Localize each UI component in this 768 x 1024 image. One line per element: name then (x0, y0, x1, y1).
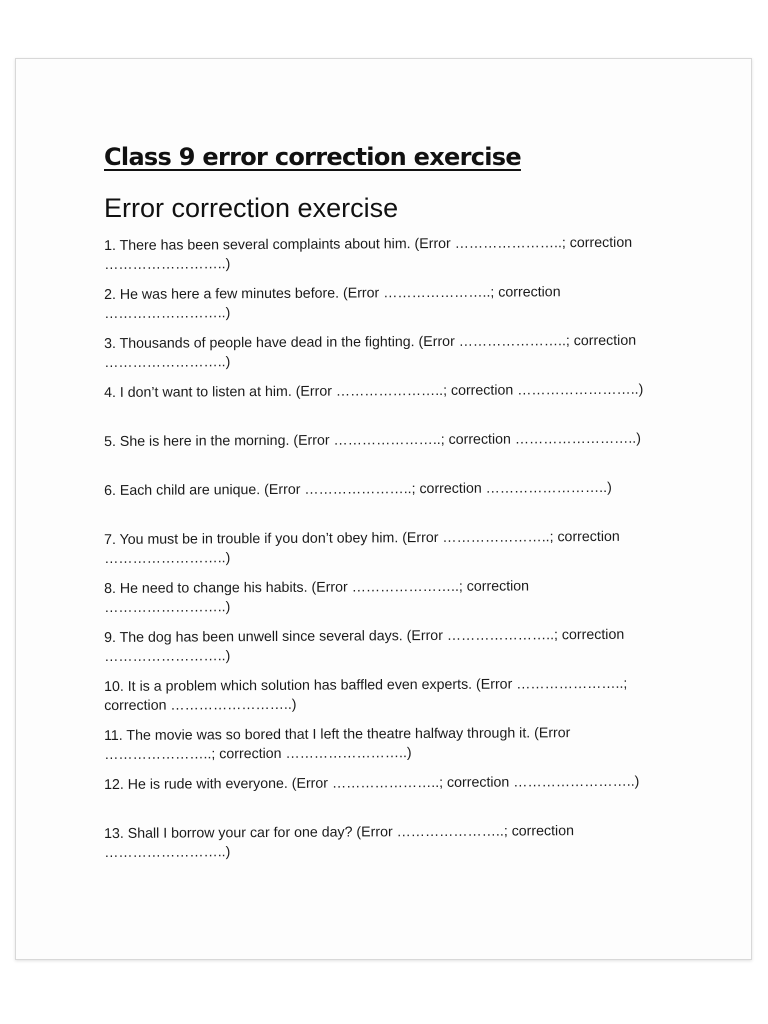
exercise-item-8: 8. He need to change his habits. (Error …………………..; correction ……………………..) (104, 578, 530, 616)
document-subtitle: Error correction exercise (104, 193, 399, 223)
exercise-item-2: 2. He was here a few minutes before. (Error …………………..; correction ……………………..) (104, 284, 561, 322)
exercise-item-6: 6. Each child are unique. (Error …………………..; correction ……………………..) (104, 479, 612, 499)
exercise-item-9: 9. The dog has been unwell since several days. (Error …………………..; correction ……………………..) (104, 626, 625, 665)
exercise-item-11: 11. The movie was so bored that I left the theatre halfway through it. (Error …………………..; correction ……………………..) (104, 725, 571, 763)
exercise-item-5: 5. She is here in the morning. (Error …………………..; correction ……………………..) (104, 430, 641, 450)
exercise-item-13: 13. Shall I borrow your car for one day? (Error …………………..; correction ……………………..) (104, 823, 575, 861)
exercise-item-10: 10. It is a problem which solution has baffled even experts. (Error …………………..; correction ……………………..) (104, 675, 628, 714)
exercise-list (104, 234, 649, 874)
exercise-item-4: 4. I don’t want to listen at him. (Error …………………..; correction ……………………..) (104, 381, 644, 401)
exercise-item-3: 3. Thousands of people have dead in the fighting. (Error …………………..; correction ……………………..) (104, 332, 637, 371)
exercise-item-7: 7. You must be in trouble if you don’t obey him. (Error …………………..; correction ……………………..) (104, 528, 620, 567)
document-title: Class 9 error correction exercise (104, 143, 521, 171)
exercise-item-12: 12. He is rude with everyone. (Error …………………..; correction ……………………..) (104, 773, 640, 793)
exercise-item-1: 1. There has been several complaints about him. (Error …………………..; correction ……………………..) (104, 234, 633, 273)
